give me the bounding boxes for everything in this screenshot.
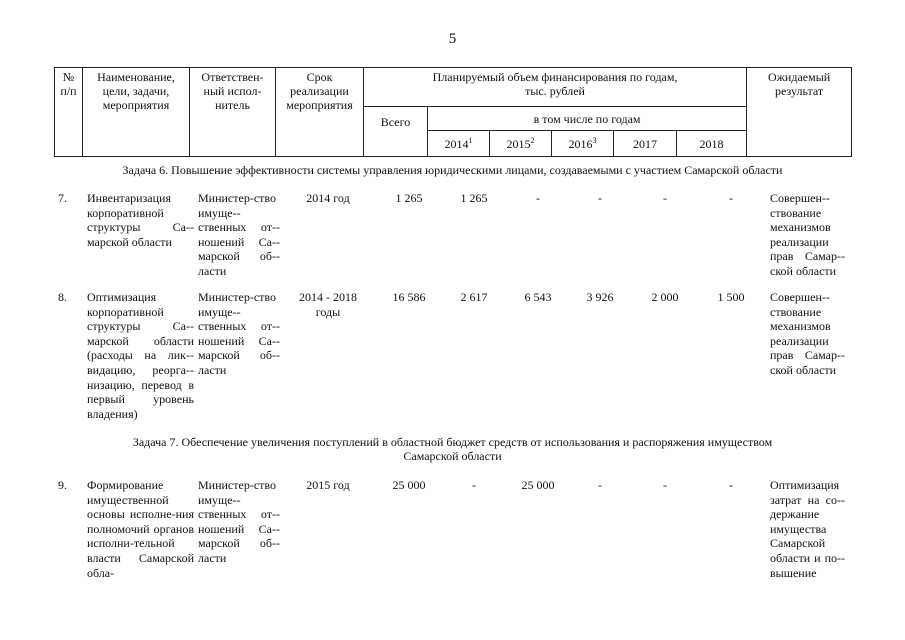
row-responsible: Министер-ство имуще-ственных от-ношений Са-марской об-ласти [198, 478, 280, 565]
row-2015: 25 000 [521, 478, 555, 492]
row-total: 1 265 [395, 191, 423, 205]
row-2017: - [663, 478, 667, 492]
row-name: Инвентаризация корпоративной структуры Са-марской области [87, 191, 194, 249]
row-responsible: Министер-ство имуще-ственных от-ношений Са-марской об-ласти [198, 290, 280, 377]
row-total: 16 586 [392, 290, 426, 304]
row-number: 7. [58, 191, 67, 205]
header-year-2015: 2015$^2$ [490, 131, 552, 157]
row-name: Формирование имущественной основы исполне-ния полномочий органов исполни-тельной власти Самарской обла- [87, 478, 194, 580]
row-2014: - [472, 478, 476, 492]
row-2016: - [598, 191, 602, 205]
header-year-2016: 2016$^3$ [552, 131, 614, 157]
row-name: Оптимизация корпоративной структуры Са-марской области (расходы на лик-видацию, реорга-низацию, перевод в первый уровень владения) [87, 290, 194, 421]
task-7-line-1: Задача 7. Обеспечение увеличения поступлений в областной бюджет средств от использования и распоряжения имуществом [132, 435, 773, 449]
row-responsible: Министер-ство имуще-ственных от-ношений Са-марской об-ласти [198, 191, 280, 278]
header-name: Наименование, цели, задачи, мероприятия [83, 68, 190, 157]
header-expected-result: Ожидаемый результат [747, 68, 852, 157]
row-term: 2014 - 2018 годы [299, 290, 357, 319]
row-2015: 6 543 [524, 290, 552, 304]
row-2014: 1 265 [460, 191, 488, 205]
header-incl-years: в том числе по годам [428, 107, 747, 131]
header-year-2017: 2017 [614, 131, 677, 157]
row-2014: 2 617 [460, 290, 488, 304]
row-2018: 1 500 [717, 290, 745, 304]
header-responsible: Ответствен- ный испол- нитель [190, 68, 276, 157]
header-year-2014: 2014$^1$ [428, 131, 490, 157]
row-term: 2014 год [306, 191, 350, 205]
header-planned-financing: Планируемый объем финансирования по годам, тыс. рублей [364, 68, 747, 107]
task-7-heading [54, 435, 851, 463]
row-result: Оптимизация затрат на со-держание имущества Самарской области и по-вышение [770, 478, 845, 580]
page-number: 5 [448, 31, 457, 47]
header-total: Всего [364, 107, 428, 157]
row-2016: - [598, 478, 602, 492]
row-result: Совершен-ствование механизмов реализации прав Самар-ской области [770, 290, 845, 377]
header-term: Срок реализации мероприятия [276, 68, 364, 157]
row-2018: - [729, 191, 733, 205]
header-year-2018: 2018 [677, 131, 747, 157]
row-result: Совершен-ствование механизмов реализации прав Самар-ской области [770, 191, 845, 278]
row-2016: 3 926 [586, 290, 614, 304]
row-2017: 2 000 [651, 290, 679, 304]
row-2015: - [536, 191, 540, 205]
row-total: 25 000 [392, 478, 426, 492]
row-2017: - [663, 191, 667, 205]
row-number: 9. [58, 478, 67, 492]
row-2018: - [729, 478, 733, 492]
task-7-line-2: Самарской области [403, 449, 502, 463]
task-6-heading: Задача 6. Повышение эффективности системы управления юридическими лицами, создаваемыми с участием Самарской области [122, 163, 783, 177]
row-term: 2015 год [306, 478, 350, 492]
header-num: № п/п [55, 68, 83, 157]
row-number: 8. [58, 290, 67, 304]
table-header [54, 67, 852, 157]
